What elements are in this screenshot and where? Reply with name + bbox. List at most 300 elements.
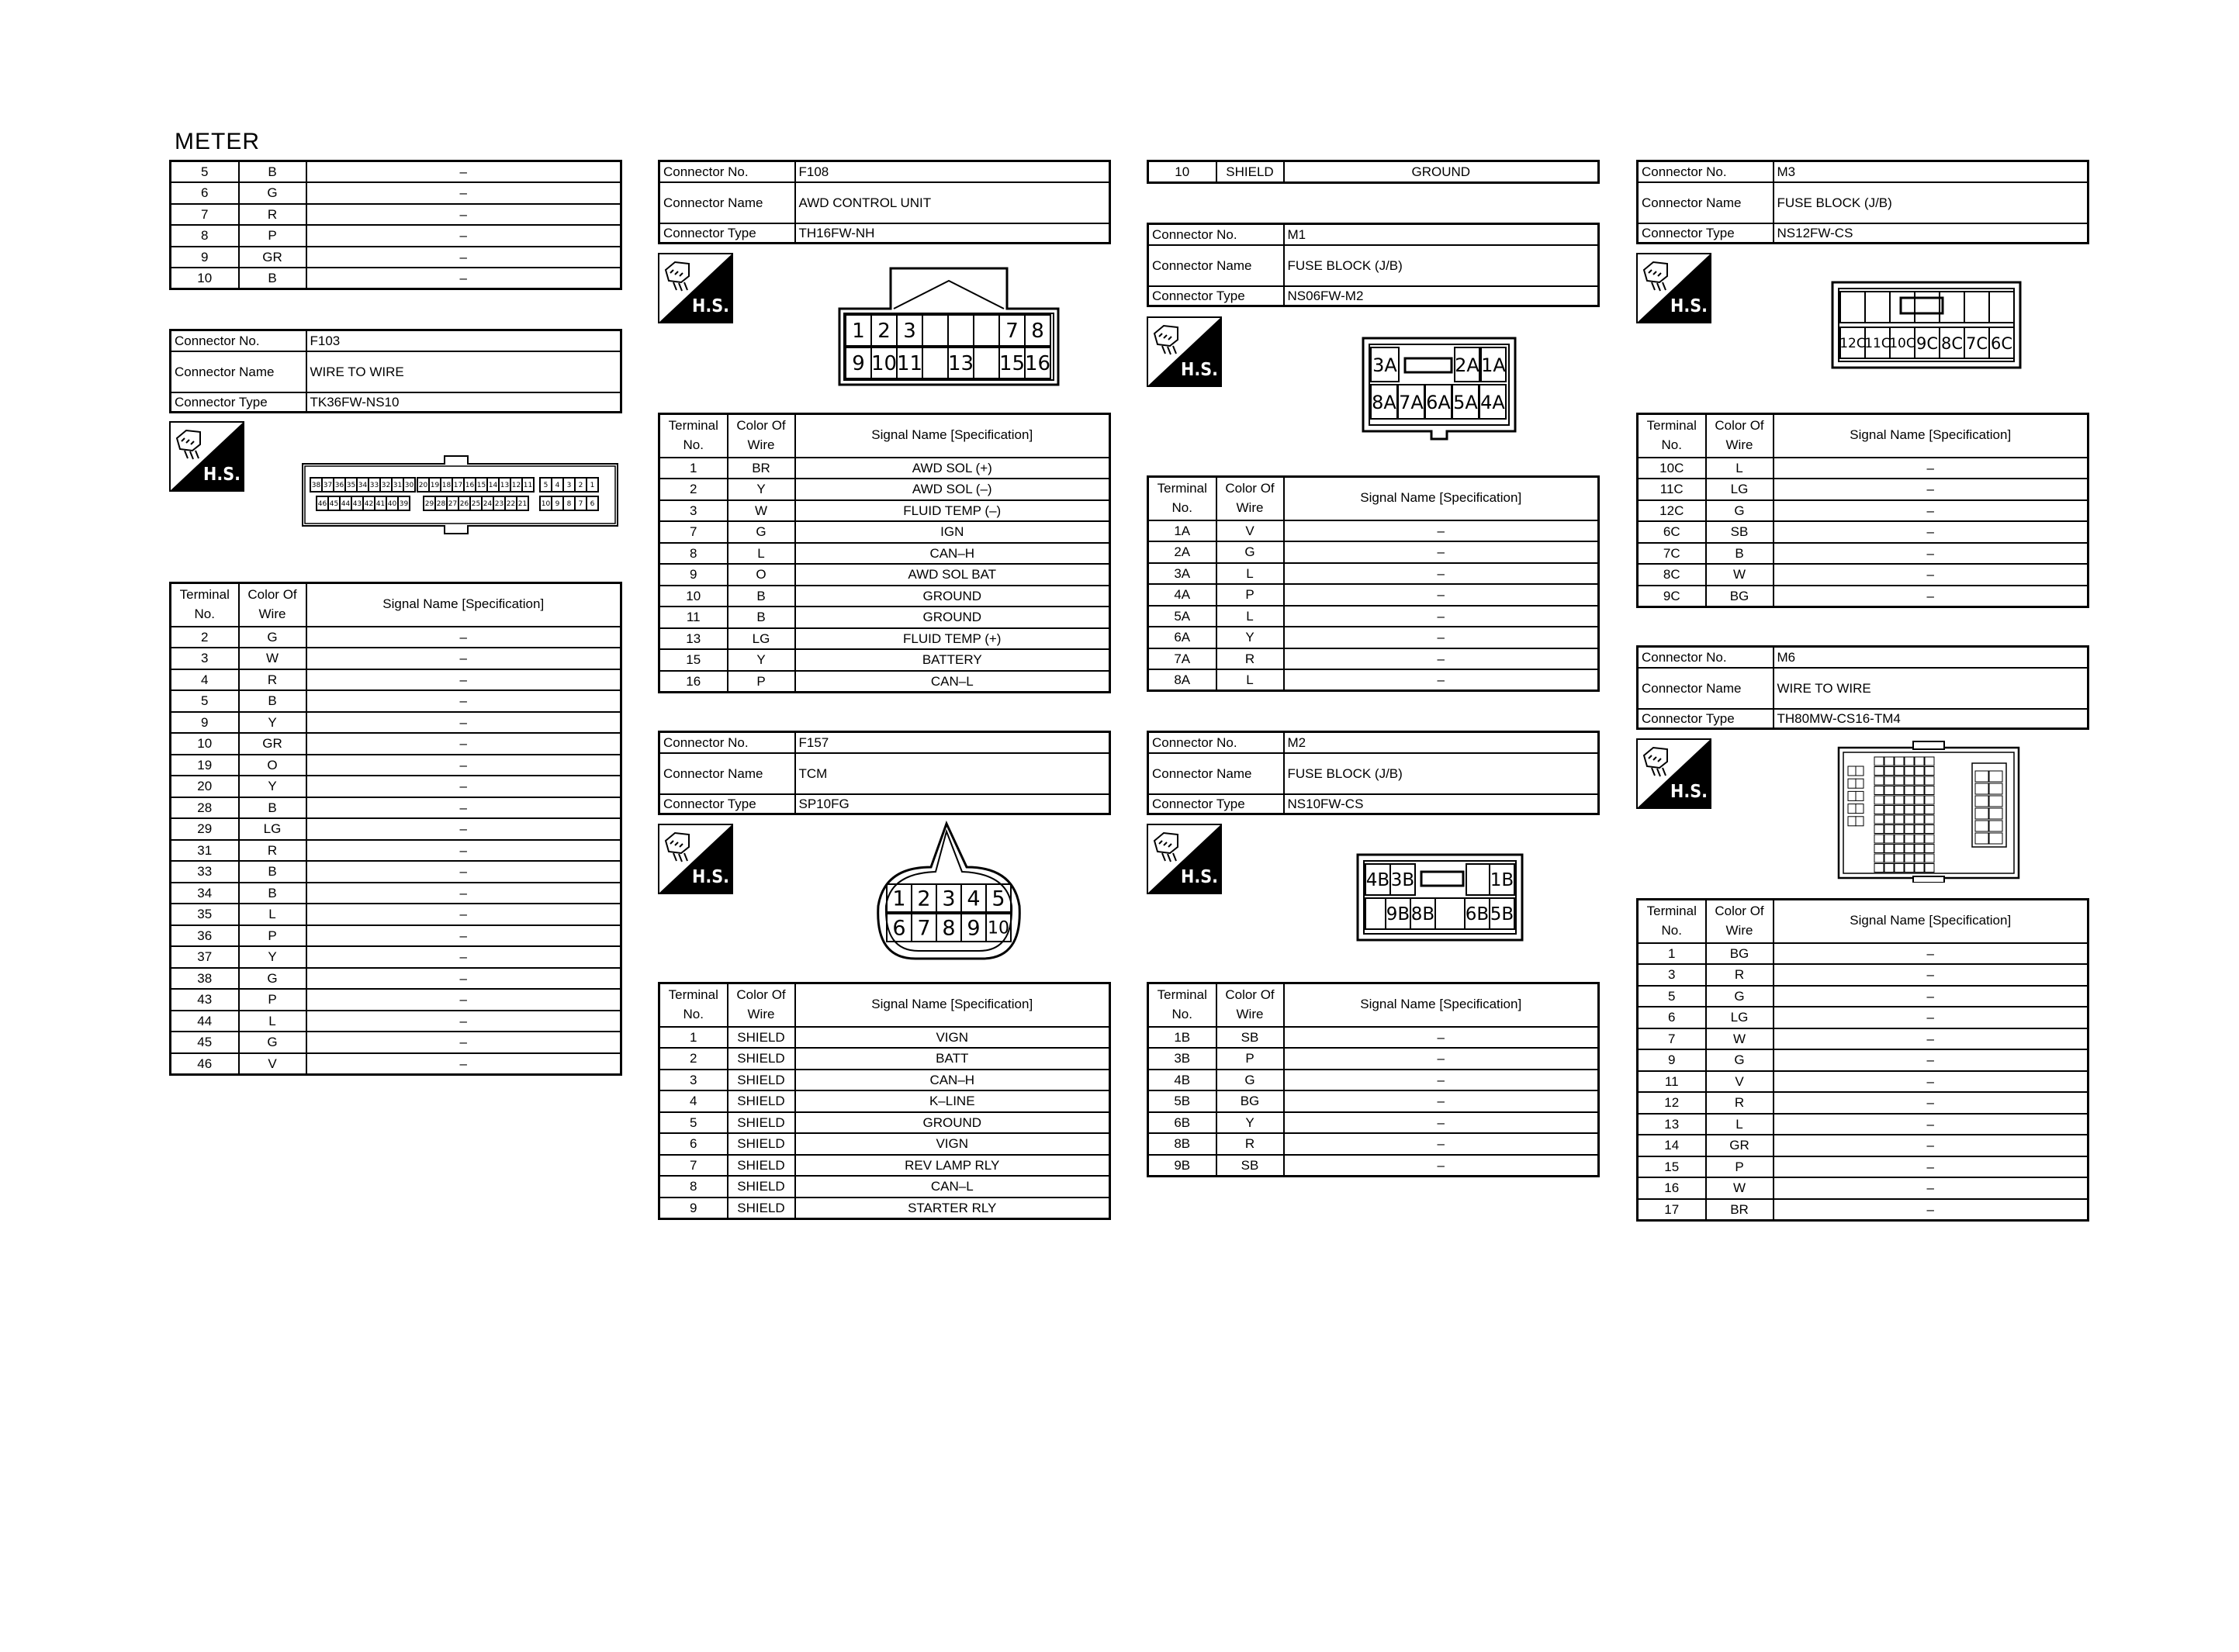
harness-side-icon xyxy=(658,253,733,323)
hs-label: H.S. xyxy=(1670,296,1708,316)
signal-name: VIGN xyxy=(795,1027,1110,1049)
table-row xyxy=(171,797,621,819)
pin-label: 8C xyxy=(1940,334,1964,353)
table-row xyxy=(1638,564,2088,586)
signal-name: – xyxy=(306,1053,621,1075)
connector-type-label: Connector Type xyxy=(1148,286,1284,306)
terminal-no: 10 xyxy=(171,733,239,755)
terminal-no: 2 xyxy=(659,1048,728,1070)
wire-color: R xyxy=(1706,964,1774,986)
table-row xyxy=(659,479,1110,500)
table-row xyxy=(1638,943,2088,965)
terminal-no: 20 xyxy=(171,776,239,797)
table-row xyxy=(1638,521,2088,543)
page-title: METER xyxy=(175,129,260,154)
signal-name: – xyxy=(1284,1070,1599,1091)
hs-label: H.S. xyxy=(1181,867,1218,887)
signal-name-header: Signal Name [Specification] xyxy=(306,583,621,627)
wire-color-header: Color Of Wire xyxy=(1706,900,1774,943)
pin-label: 10 xyxy=(541,500,551,508)
signal-name: – xyxy=(306,204,621,226)
wire-color: G xyxy=(239,968,306,990)
signal-name: – xyxy=(306,818,621,840)
signal-name-header: Signal Name [Specification] xyxy=(1774,414,2088,458)
table-header-row xyxy=(1148,477,1599,520)
wire-color: Y xyxy=(239,946,306,968)
wire-color: BR xyxy=(728,458,795,479)
f108-connector-info xyxy=(658,160,1111,244)
terminal-no: 46 xyxy=(171,1053,239,1075)
signal-name-header: Signal Name [Specification] xyxy=(795,983,1110,1027)
terminal-no: 12C xyxy=(1638,500,1706,522)
wire-color: Y xyxy=(239,776,306,797)
signal-name: – xyxy=(306,776,621,797)
terminal-no: 7A xyxy=(1148,648,1216,670)
wire-color-header: Color Of Wire xyxy=(1216,477,1284,520)
signal-name: – xyxy=(1284,648,1599,670)
connector-key xyxy=(1913,876,1944,883)
table-row xyxy=(1638,479,2088,500)
pin-label: 1 xyxy=(590,482,595,489)
terminal-no: 6A xyxy=(1148,627,1216,648)
table-header-row xyxy=(659,414,1110,458)
terminal-no: 9B xyxy=(1148,1155,1216,1177)
connector-no-label: Connector No. xyxy=(171,330,306,351)
wire-color-header: Color Of Wire xyxy=(728,983,795,1027)
terminal-no: 38 xyxy=(171,968,239,990)
wire-color: R xyxy=(239,840,306,862)
terminal-no: 9 xyxy=(1638,1049,1706,1071)
signal-name: BATT xyxy=(795,1048,1110,1070)
wire-color: P xyxy=(1706,1156,1774,1178)
signal-name: CAN–H xyxy=(795,1070,1110,1091)
connector-no-value: F103 xyxy=(306,330,621,351)
connector-name-label: Connector Name xyxy=(171,351,306,392)
connector-type-value: TH80MW-CS16-TM4 xyxy=(1774,709,2088,729)
terminal-no-header: Terminal No. xyxy=(1148,983,1216,1027)
wire-color: W xyxy=(1706,564,1774,586)
terminal-no: 31 xyxy=(171,840,239,862)
table-row xyxy=(659,1176,1110,1198)
pin-label: 3A xyxy=(1372,354,1397,376)
pin-label: 10C xyxy=(1889,336,1915,351)
wire-color: Y xyxy=(1216,627,1284,648)
table-row xyxy=(659,458,1110,479)
pin-label: 6 xyxy=(892,916,906,941)
terminal-no: 9 xyxy=(659,564,728,586)
terminal-no: 5 xyxy=(659,1112,728,1134)
pin-label: 3 xyxy=(942,886,956,911)
table-header-row xyxy=(1148,983,1599,1027)
pin-label: 7 xyxy=(578,500,583,508)
terminal-no: 9 xyxy=(659,1198,728,1219)
terminal-no: 1A xyxy=(1148,520,1216,542)
wire-color: V xyxy=(1216,520,1284,542)
terminal-no: 5 xyxy=(1638,986,1706,1007)
hs-label: H.S. xyxy=(692,296,729,316)
signal-name: – xyxy=(1774,1135,2088,1156)
wire-color: BG xyxy=(1706,586,1774,607)
pin-label: 25 xyxy=(471,500,481,508)
table-row xyxy=(1638,543,2088,565)
pin-label: 9C xyxy=(1915,334,1939,353)
pin-label: 2A xyxy=(1455,354,1479,376)
table-row xyxy=(659,500,1110,522)
terminal-no: 3B xyxy=(1148,1048,1216,1070)
connector-type-value: SP10FG xyxy=(795,794,1110,814)
terminal-no: 36 xyxy=(171,925,239,947)
pin-label: 11 xyxy=(523,482,533,489)
pin-label: 11C xyxy=(1864,336,1891,351)
signal-name: – xyxy=(1284,669,1599,691)
signal-name: – xyxy=(1774,1177,2088,1199)
pin-label: 10 xyxy=(988,918,1009,938)
table-row xyxy=(659,1090,1110,1112)
pin-label: 4 xyxy=(967,886,981,911)
wire-color: BG xyxy=(1706,943,1774,965)
signal-name: – xyxy=(1774,564,2088,586)
pin-label: 32 xyxy=(381,482,391,489)
pin-label: 2 xyxy=(578,482,583,489)
table-row xyxy=(1638,1028,2088,1050)
pin-label: 1A xyxy=(1481,354,1506,376)
table-row xyxy=(1638,1114,2088,1135)
connector-name-label: Connector Name xyxy=(659,182,795,223)
signal-name: – xyxy=(1774,500,2088,522)
wire-color: G xyxy=(1216,1070,1284,1091)
signal-name: – xyxy=(306,968,621,990)
terminal-no: 44 xyxy=(171,1011,239,1032)
signal-name: – xyxy=(306,925,621,947)
wire-color: O xyxy=(728,564,795,586)
m1-terminal-table xyxy=(1147,475,1600,692)
wire-color: R xyxy=(1216,1133,1284,1155)
table-header-row xyxy=(1638,414,2088,458)
connector-body xyxy=(303,456,618,534)
table-row xyxy=(171,861,621,883)
table-row xyxy=(171,712,621,734)
pin-label: 26 xyxy=(459,500,469,508)
pin-label: 35 xyxy=(346,482,356,489)
wire-color: O xyxy=(239,755,306,776)
f157-connector-diagram xyxy=(869,821,1029,963)
pin-label: 4A xyxy=(1480,392,1505,413)
wire-color: LG xyxy=(239,818,306,840)
pin-label: 16 xyxy=(1024,352,1051,375)
wire-color: P xyxy=(728,671,795,693)
pin-label: 31 xyxy=(393,482,403,489)
connector-name-label: Connector Name xyxy=(659,753,795,794)
signal-name: – xyxy=(1284,1027,1599,1049)
terminal-no: 37 xyxy=(171,946,239,968)
terminal-no: 9 xyxy=(171,712,239,734)
signal-name: – xyxy=(306,225,621,247)
pin-label: 6A xyxy=(1426,392,1451,413)
table-row xyxy=(171,690,621,712)
hs-label: H.S. xyxy=(203,465,241,485)
table-row xyxy=(1148,161,1599,183)
wire-color: G xyxy=(239,1032,306,1053)
wire-color: LG xyxy=(1706,479,1774,500)
m2-connector-diagram xyxy=(1356,853,1524,942)
signal-name: GROUND xyxy=(795,586,1110,607)
pin-label: 9 xyxy=(852,352,865,375)
wire-color: G xyxy=(1706,1049,1774,1071)
signal-name: – xyxy=(1284,541,1599,563)
wire-color: W xyxy=(728,500,795,522)
connector-type-value: NS12FW-CS xyxy=(1774,223,2088,244)
connector-key xyxy=(1913,741,1944,749)
table-row xyxy=(1638,1071,2088,1093)
signal-name: AWD SOL (+) xyxy=(795,458,1110,479)
pin-label: 1 xyxy=(892,886,906,911)
terminal-no: 15 xyxy=(1638,1156,1706,1178)
connector-no-value: F157 xyxy=(795,732,1110,753)
terminal-no: 7C xyxy=(1638,543,1706,565)
signal-name: – xyxy=(1284,1048,1599,1070)
terminal-no: 6B xyxy=(1148,1112,1216,1134)
connector-body xyxy=(1832,282,2020,368)
signal-name: – xyxy=(1284,520,1599,542)
pin-label: 8 xyxy=(1031,320,1044,343)
table-row xyxy=(1638,986,2088,1007)
wire-color: L xyxy=(239,1011,306,1032)
table-row xyxy=(171,989,621,1011)
signal-name: – xyxy=(306,840,621,862)
pin-label: 8B xyxy=(1410,904,1435,924)
terminal-no: 29 xyxy=(171,818,239,840)
signal-name: – xyxy=(1774,986,2088,1007)
wire-color: SHIELD xyxy=(1216,161,1284,183)
wire-color: LG xyxy=(728,628,795,650)
wire-color: L xyxy=(1706,1114,1774,1135)
table-row xyxy=(1638,1177,2088,1199)
wire-color: Y xyxy=(728,649,795,671)
pin-label: 6 xyxy=(590,500,595,508)
m6-terminal-table xyxy=(1636,898,2089,1222)
signal-name: – xyxy=(306,247,621,268)
wire-color: B xyxy=(1706,543,1774,565)
pin-label: 30 xyxy=(404,482,414,489)
terminal-no: 7 xyxy=(659,521,728,543)
terminal-no: 10 xyxy=(659,586,728,607)
signal-name: – xyxy=(1284,1155,1599,1177)
terminal-no-header: Terminal No. xyxy=(1148,477,1216,520)
connector-name-value: WIRE TO WIRE xyxy=(306,351,621,392)
m2-terminal-table xyxy=(1147,982,1600,1177)
wire-color: W xyxy=(1706,1177,1774,1199)
wire-color: P xyxy=(239,225,306,247)
pin-label: 10 xyxy=(870,352,898,375)
pin-label: 28 xyxy=(436,500,446,508)
table-row xyxy=(659,607,1110,628)
wire-color: L xyxy=(1706,458,1774,479)
harness-side-icon xyxy=(658,824,733,894)
signal-name: – xyxy=(1774,1049,2088,1071)
table-row xyxy=(1638,458,2088,479)
f103-terminal-table xyxy=(169,582,622,1076)
terminal-no-header: Terminal No. xyxy=(171,583,239,627)
signal-name: AWD SOL BAT xyxy=(795,564,1110,586)
pin-label: 9 xyxy=(555,500,560,508)
table-row xyxy=(1148,1048,1599,1070)
terminal-no: 14 xyxy=(1638,1135,1706,1156)
signal-name: – xyxy=(306,648,621,669)
wire-color: R xyxy=(1706,1092,1774,1114)
terminal-no: 45 xyxy=(171,1032,239,1053)
signal-name: – xyxy=(1774,1199,2088,1221)
wire-color: B xyxy=(239,268,306,289)
connector-no-value: F108 xyxy=(795,161,1110,182)
m2-connector-info xyxy=(1147,731,1600,815)
signal-name-header: Signal Name [Specification] xyxy=(1774,900,2088,943)
terminal-no-header: Terminal No. xyxy=(1638,900,1706,943)
pin-label: 8A xyxy=(1372,392,1396,413)
table-row xyxy=(1638,500,2088,522)
terminal-no: 16 xyxy=(659,671,728,693)
terminal-no: 3A xyxy=(1148,563,1216,585)
wire-color: P xyxy=(1216,584,1284,606)
connector-no-label: Connector No. xyxy=(659,161,795,182)
table-row xyxy=(1148,627,1599,648)
connector-no-value: M1 xyxy=(1284,224,1599,245)
wire-color: BG xyxy=(1216,1090,1284,1112)
table-row xyxy=(171,247,621,268)
harness-side-icon xyxy=(1636,253,1711,323)
signal-name: – xyxy=(1284,584,1599,606)
connector-type-label: Connector Type xyxy=(171,392,306,413)
signal-name: AWD SOL (–) xyxy=(795,479,1110,500)
terminal-no-header: Terminal No. xyxy=(659,414,728,458)
terminal-no: 11C xyxy=(1638,479,1706,500)
signal-name: – xyxy=(1774,964,2088,986)
table-row xyxy=(171,1011,621,1032)
terminal-no: 5A xyxy=(1148,606,1216,627)
signal-name: – xyxy=(306,904,621,925)
wire-color: W xyxy=(239,648,306,669)
wire-color: G xyxy=(1216,541,1284,563)
wire-color: B xyxy=(728,607,795,628)
signal-name: – xyxy=(306,161,621,183)
pin-label: 42 xyxy=(364,500,374,508)
wire-color: GR xyxy=(1706,1135,1774,1156)
connector-type-label: Connector Type xyxy=(659,223,795,244)
table-row xyxy=(171,182,621,204)
wire-color: SHIELD xyxy=(728,1176,795,1198)
terminal-no: 10 xyxy=(1148,161,1216,183)
pin-label: 38 xyxy=(311,482,321,489)
wire-color: SHIELD xyxy=(728,1090,795,1112)
pin-label: 4 xyxy=(555,482,560,489)
terminal-no: 2 xyxy=(171,627,239,648)
pin-label: 9 xyxy=(967,916,981,941)
harness-side-icon xyxy=(1147,316,1222,387)
meter-terminal-table xyxy=(169,160,622,290)
terminal-no: 15 xyxy=(659,649,728,671)
signal-name: – xyxy=(306,989,621,1011)
wire-color: SHIELD xyxy=(728,1070,795,1091)
pin-label: 6C xyxy=(1990,334,2013,353)
wire-color: G xyxy=(239,627,306,648)
terminal-no: 4 xyxy=(659,1090,728,1112)
pin-label: 3B xyxy=(1390,870,1415,890)
terminal-no: 5B xyxy=(1148,1090,1216,1112)
wire-color: SHIELD xyxy=(728,1133,795,1155)
wire-color: SHIELD xyxy=(728,1027,795,1049)
pin-label: 15 xyxy=(476,482,486,489)
table-row xyxy=(171,161,621,183)
signal-name: – xyxy=(1774,1028,2088,1050)
signal-name: STARTER RLY xyxy=(795,1198,1110,1219)
pin-label: 46 xyxy=(317,500,327,508)
wire-color: R xyxy=(239,669,306,691)
harness-side-icon xyxy=(169,421,244,492)
wire-color: L xyxy=(1216,563,1284,585)
pin-label: 1 xyxy=(852,320,865,343)
f108-terminal-table xyxy=(658,413,1111,693)
wire-color: W xyxy=(1706,1028,1774,1050)
pin-label: 27 xyxy=(448,500,458,508)
terminal-no: 3 xyxy=(1638,964,1706,986)
f157-connector-info xyxy=(658,731,1111,815)
table-row xyxy=(171,883,621,904)
signal-name-header: Signal Name [Specification] xyxy=(795,414,1110,458)
pin-label: 8 xyxy=(566,500,572,508)
table-row xyxy=(1638,1092,2088,1114)
table-row xyxy=(1148,584,1599,606)
hs-label: H.S. xyxy=(1670,782,1708,802)
wire-color: B xyxy=(239,861,306,883)
m3-connector-info xyxy=(1636,160,2089,244)
signal-name: – xyxy=(1774,1092,2088,1114)
wire-color: L xyxy=(1216,606,1284,627)
signal-name: – xyxy=(306,797,621,819)
wire-color: B xyxy=(728,586,795,607)
terminal-no: 10C xyxy=(1638,458,1706,479)
wire-color: L xyxy=(728,543,795,565)
pin-label: 43 xyxy=(352,500,362,508)
terminal-no: 2A xyxy=(1148,541,1216,563)
connector-name-value: AWD CONTROL UNIT xyxy=(795,182,1110,223)
wire-color: Y xyxy=(728,479,795,500)
signal-name: BATTERY xyxy=(795,649,1110,671)
terminal-no: 43 xyxy=(171,989,239,1011)
pin-label: 22 xyxy=(506,500,516,508)
signal-name: – xyxy=(306,883,621,904)
table-row xyxy=(659,649,1110,671)
connector-type-value: NS06FW-M2 xyxy=(1284,286,1599,306)
wire-color: P xyxy=(1216,1048,1284,1070)
pin-label: 16 xyxy=(465,482,475,489)
terminal-no: 5 xyxy=(171,161,239,183)
table-row xyxy=(171,946,621,968)
pin-label: 40 xyxy=(387,500,397,508)
table-row xyxy=(1148,1070,1599,1091)
wire-color: B xyxy=(239,797,306,819)
wire-color-header: Color Of Wire xyxy=(728,414,795,458)
terminal-no: 8 xyxy=(659,1176,728,1198)
signal-name: – xyxy=(1774,458,2088,479)
signal-name: – xyxy=(1774,1156,2088,1178)
pin-label: 39 xyxy=(399,500,409,508)
terminal-no: 7 xyxy=(171,204,239,226)
table-row xyxy=(171,904,621,925)
connector-body xyxy=(1363,338,1515,439)
connector-type-label: Connector Type xyxy=(1638,709,1774,729)
m3-connector-diagram xyxy=(1831,281,2022,369)
connector-type-label: Connector Type xyxy=(659,794,795,814)
pin-label: 33 xyxy=(369,482,379,489)
